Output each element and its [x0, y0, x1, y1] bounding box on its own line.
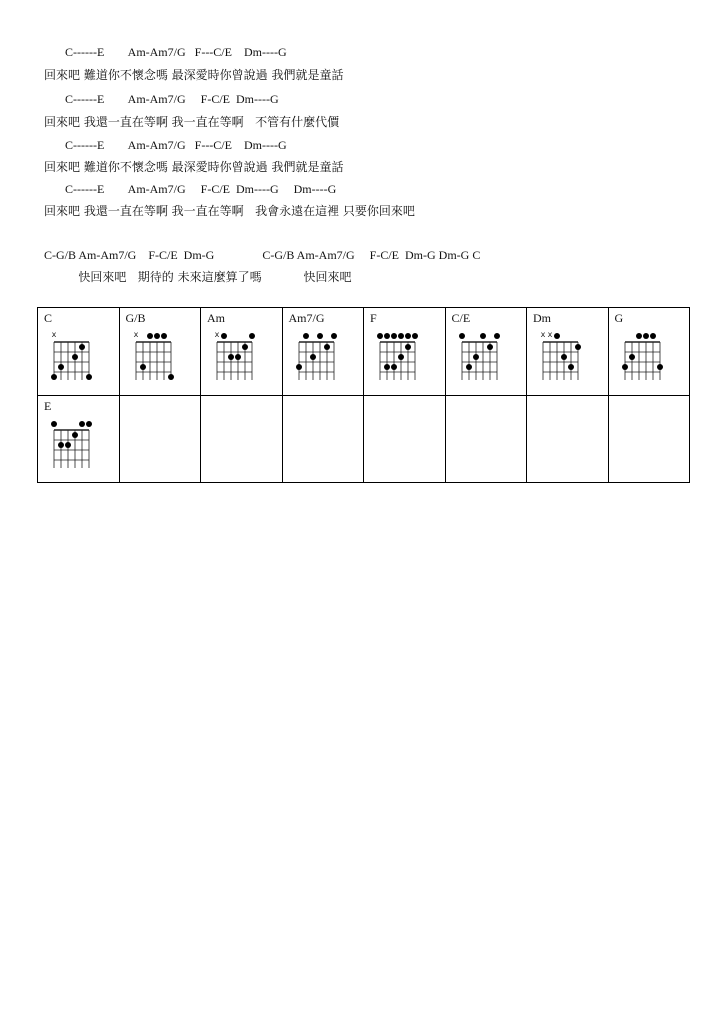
- mute-mark: x: [51, 330, 57, 339]
- chord-cell: [201, 308, 283, 396]
- chord-diagram-dm: [535, 328, 585, 380]
- finger-dot: [480, 333, 486, 339]
- finger-dot: [473, 354, 479, 360]
- lyric-line-5: 快回來吧 期待的 未來這麼算了嗎 快回來吧: [44, 270, 352, 284]
- empty-cell: [608, 395, 690, 483]
- finger-dot: [568, 364, 574, 370]
- chord-name: G/B: [125, 311, 146, 325]
- chord-diagram-g: [617, 328, 667, 380]
- chord-cell: [608, 308, 690, 396]
- finger-dot: [58, 364, 64, 370]
- finger-dot: [405, 333, 411, 339]
- finger-dot: [459, 333, 465, 339]
- chord-chart-row-1: [38, 308, 690, 396]
- chord-name: E: [44, 398, 52, 413]
- finger-dot: [650, 333, 656, 339]
- finger-dot: [161, 333, 167, 339]
- finger-dot: [575, 344, 581, 350]
- chord-line-4: C------E Am-Am7/G F-C/E Dm----G Dm----G: [44, 182, 337, 196]
- finger-dot: [622, 364, 628, 370]
- chord-cell: [527, 308, 609, 396]
- finger-dot: [398, 333, 404, 339]
- finger-dot: [466, 364, 472, 370]
- finger-dot: [398, 354, 404, 360]
- finger-dot: [554, 333, 560, 339]
- finger-dot: [86, 421, 92, 427]
- chord-diagram-am7-g: [291, 328, 341, 380]
- finger-dot: [51, 421, 57, 427]
- chord-name: F: [370, 311, 377, 325]
- chord-name: Am: [207, 311, 225, 325]
- finger-dot: [58, 442, 64, 448]
- chord-cell: [282, 308, 364, 396]
- empty-cell: [119, 395, 201, 483]
- chord-line-2: C------E Am-Am7/G F-C/E Dm----G: [44, 92, 279, 106]
- chord-cell: [364, 308, 446, 396]
- finger-dot: [391, 333, 397, 339]
- finger-dot: [629, 354, 635, 360]
- chord-line-5: C-G/B Am-Am7/G F-C/E Dm-G C-G/B Am-Am7/G F-C/E Dm-G Dm-G C: [44, 248, 481, 262]
- chord-name: C: [44, 311, 53, 325]
- chord-diagram-c-e: [454, 328, 504, 380]
- finger-dot: [377, 333, 383, 339]
- mute-mark: x: [133, 330, 138, 339]
- finger-dot: [324, 344, 330, 350]
- finger-dot: [494, 333, 500, 339]
- finger-dot: [657, 364, 663, 370]
- lyric-line-3: 回來吧 難道你不懷念嗎 最深愛時你曾說過 我們就是童話: [44, 160, 344, 174]
- finger-dot: [235, 354, 241, 360]
- chord-diagram-f: [372, 328, 422, 380]
- empty-cell: [201, 395, 283, 483]
- finger-dot: [72, 432, 78, 438]
- finger-dot: [140, 364, 146, 370]
- finger-dot: [296, 364, 302, 370]
- finger-dot: [310, 354, 316, 360]
- finger-dot: [303, 333, 309, 339]
- chord-cell: [38, 308, 120, 396]
- finger-dot: [317, 333, 323, 339]
- finger-dot: [168, 374, 174, 380]
- mute-mark: x: [214, 330, 220, 339]
- finger-dot: [331, 333, 337, 339]
- finger-dot: [51, 374, 57, 380]
- finger-dot: [643, 333, 649, 339]
- finger-dot: [391, 364, 397, 370]
- finger-dot: [242, 344, 248, 350]
- finger-dot: [249, 333, 255, 339]
- chord-diagram-am: [209, 328, 259, 380]
- finger-dot: [147, 333, 153, 339]
- chord-name: G: [614, 311, 624, 325]
- chord-cell: [38, 395, 120, 483]
- finger-dot: [561, 354, 567, 360]
- finger-dot: [72, 354, 78, 360]
- finger-dot: [65, 442, 71, 448]
- finger-dot: [405, 344, 411, 350]
- chord-name: Am7/G: [288, 311, 325, 325]
- mute-mark: x: [540, 330, 546, 339]
- chord-diagram-g-b: [128, 328, 178, 380]
- finger-dot: [154, 333, 160, 339]
- chord-cell: [119, 308, 201, 396]
- chord-chart-row-2: [38, 395, 690, 483]
- chord-diagram-c: [46, 328, 96, 380]
- empty-cell: [282, 395, 364, 483]
- empty-cell: [364, 395, 446, 483]
- empty-cell: [527, 395, 609, 483]
- finger-dot: [636, 333, 642, 339]
- finger-dot: [86, 374, 92, 380]
- chord-diagram-e: [46, 416, 96, 468]
- finger-dot: [412, 333, 418, 339]
- empty-cell: [445, 395, 527, 483]
- finger-dot: [79, 344, 85, 350]
- finger-dot: [221, 333, 227, 339]
- finger-dot: [384, 333, 390, 339]
- chord-name: C/E: [451, 311, 471, 325]
- finger-dot: [79, 421, 85, 427]
- chord-name: Dm: [533, 311, 551, 325]
- finger-dot: [228, 354, 234, 360]
- finger-dot: [487, 344, 493, 350]
- chord-line-1: C------E Am-Am7/G F---C/E Dm----G: [44, 45, 287, 59]
- chord-line-3: C------E Am-Am7/G F---C/E Dm----G: [44, 138, 287, 152]
- mute-mark: x: [547, 330, 553, 339]
- finger-dot: [384, 364, 390, 370]
- chord-chart: [37, 307, 690, 483]
- chord-cell: [445, 308, 527, 396]
- lyric-line-1: 回來吧 難道你不懷念嗎 最深愛時你曾說過 我們就是童話: [44, 68, 344, 82]
- lyric-line-2: 回來吧 我還一直在等啊 我一直在等啊 不管有什麼代價: [44, 115, 340, 129]
- lyric-line-4: 回來吧 我還一直在等啊 我一直在等啊 我會永遠在這裡 只要你回來吧: [44, 204, 415, 218]
